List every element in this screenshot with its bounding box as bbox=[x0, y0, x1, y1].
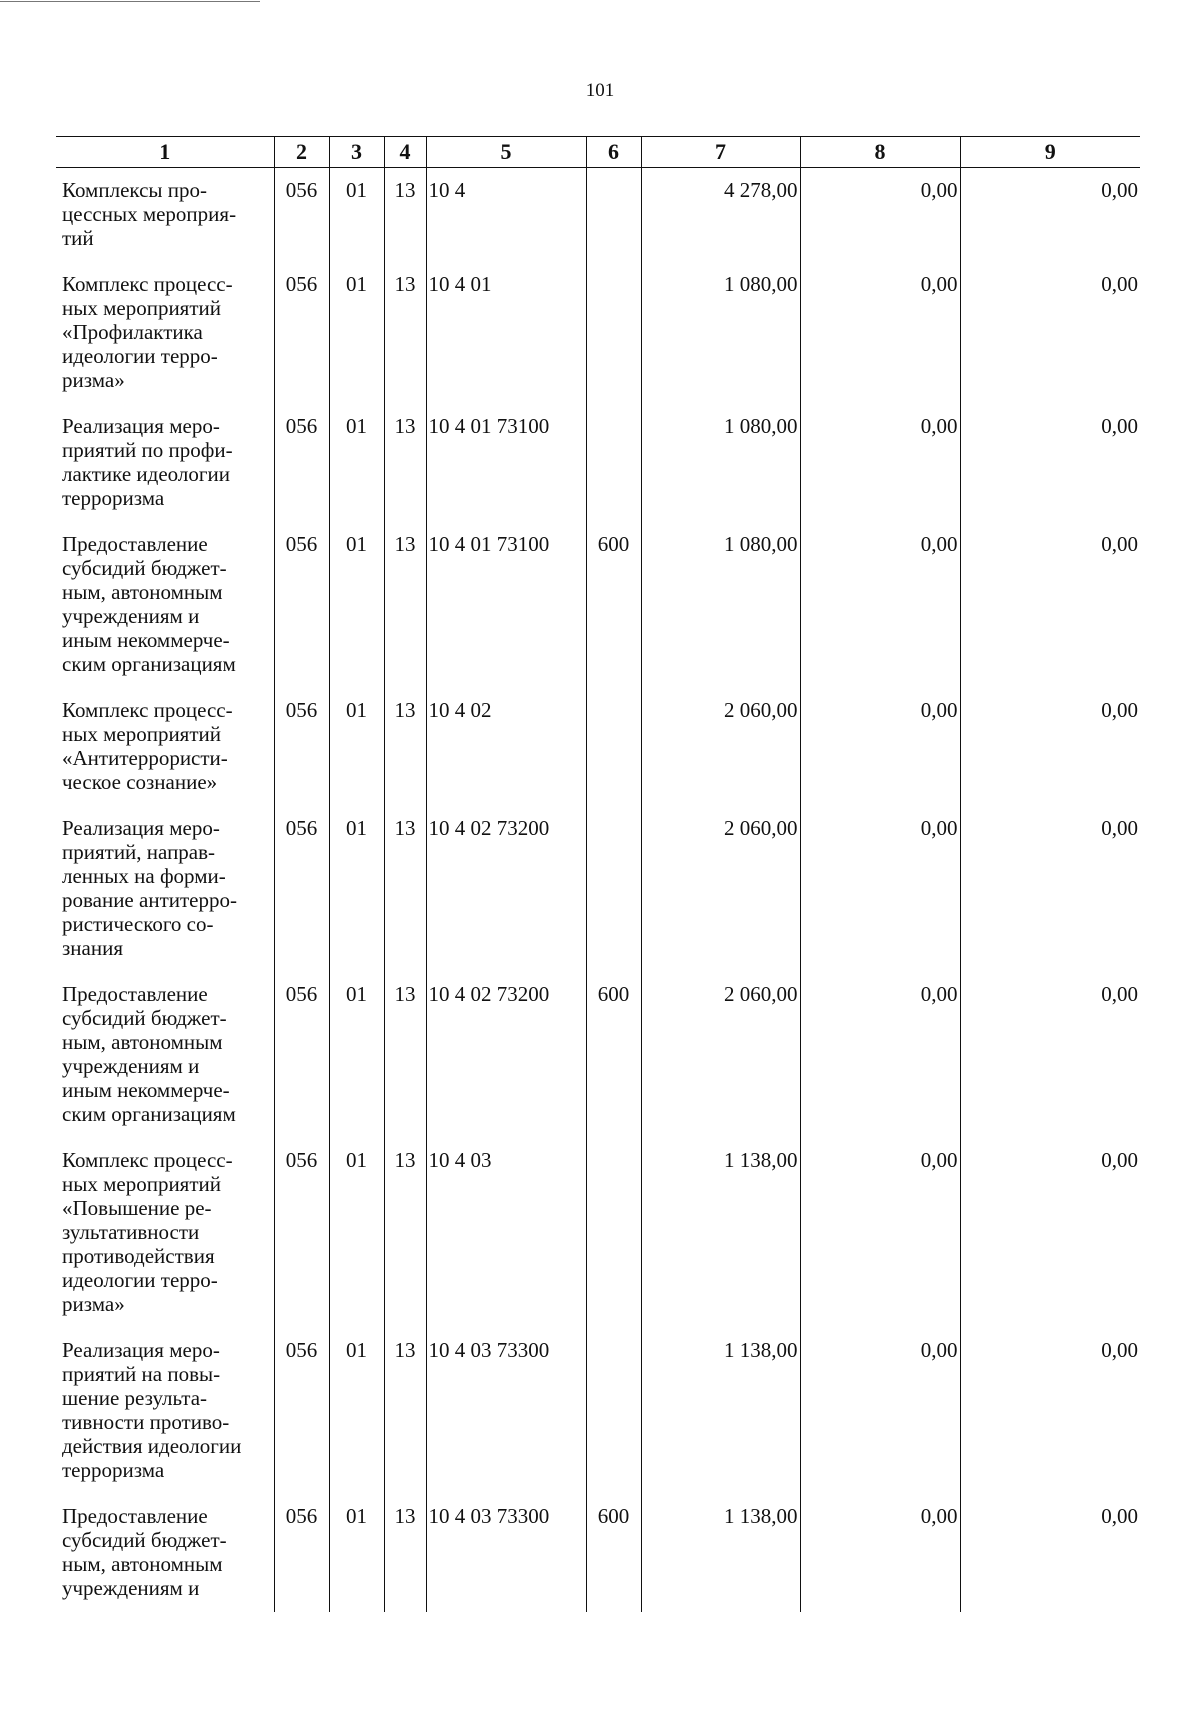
row-name-line: «Антитеррористи- bbox=[62, 746, 228, 770]
table-header-row bbox=[56, 137, 1140, 168]
row-name-line: терроризма bbox=[62, 1458, 165, 1482]
subsection-code-cell: 13 bbox=[384, 262, 426, 404]
grbs-code-cell: 056 bbox=[274, 168, 329, 263]
row-name-line: Комплекс процесс- bbox=[62, 1148, 233, 1172]
amount-cell: 0,00 bbox=[800, 262, 960, 404]
row-name-line: «Профилактика bbox=[62, 320, 203, 344]
amount-cell: 0,00 bbox=[800, 1494, 960, 1612]
row-name-line: учреждениям и bbox=[62, 1054, 200, 1078]
table-row bbox=[56, 972, 1140, 1138]
table-row bbox=[56, 1328, 1140, 1494]
table-row bbox=[56, 1494, 1140, 1612]
amount-cell: 0,00 bbox=[800, 522, 960, 688]
table-row bbox=[56, 688, 1140, 806]
grbs-code-cell: 056 bbox=[274, 1494, 329, 1612]
table-row bbox=[56, 262, 1140, 404]
subsection-code-cell: 13 bbox=[384, 1494, 426, 1612]
section-code-cell: 01 bbox=[329, 404, 384, 522]
grbs-code-cell: 056 bbox=[274, 972, 329, 1138]
row-name-line: ским организациям bbox=[62, 652, 236, 676]
target-article-cell: 10 4 03 73300 bbox=[426, 1494, 586, 1612]
row-name-line: знания bbox=[62, 936, 123, 960]
row-name-line: приятий на повы- bbox=[62, 1362, 221, 1386]
row-name-cell bbox=[56, 1138, 274, 1328]
amount-cell: 0,00 bbox=[800, 1138, 960, 1328]
row-name-line: лактике идеологии bbox=[62, 462, 230, 486]
expense-type-cell bbox=[586, 1328, 641, 1494]
row-name-cell bbox=[56, 404, 274, 522]
target-article-cell: 10 4 02 73200 bbox=[426, 806, 586, 972]
row-name-line: ризма» bbox=[62, 1292, 125, 1316]
row-name-line: Комплексы про- bbox=[62, 178, 207, 202]
column-header: 3 bbox=[329, 137, 384, 168]
row-name-line: Комплекс процесс- bbox=[62, 272, 233, 296]
row-name-cell bbox=[56, 168, 274, 263]
row-name-cell bbox=[56, 688, 274, 806]
amount-cell: 0,00 bbox=[960, 1138, 1140, 1328]
row-name-line: ным, автономным bbox=[62, 1552, 223, 1576]
row-name-line: ных мероприятий bbox=[62, 1172, 221, 1196]
row-name-cell bbox=[56, 972, 274, 1138]
target-article-cell: 10 4 bbox=[426, 168, 586, 263]
target-article-cell: 10 4 01 73100 bbox=[426, 522, 586, 688]
target-article-cell: 10 4 01 73100 bbox=[426, 404, 586, 522]
target-article-cell: 10 4 03 bbox=[426, 1138, 586, 1328]
subsection-code-cell: 13 bbox=[384, 404, 426, 522]
row-name-line: ским организациям bbox=[62, 1102, 236, 1126]
row-name-line: ным, автономным bbox=[62, 1030, 223, 1054]
amount-cell: 2 060,00 bbox=[641, 806, 800, 972]
amount-cell: 1 080,00 bbox=[641, 262, 800, 404]
subsection-code-cell: 13 bbox=[384, 522, 426, 688]
row-name-line: учреждениям и bbox=[62, 604, 200, 628]
row-name-line: Предоставление bbox=[62, 1504, 208, 1528]
section-code-cell: 01 bbox=[329, 1494, 384, 1612]
section-code-cell: 01 bbox=[329, 522, 384, 688]
row-name-line: рование антитерро- bbox=[62, 888, 237, 912]
grbs-code-cell: 056 bbox=[274, 688, 329, 806]
row-name-line: зультативности bbox=[62, 1220, 200, 1244]
row-name-line: субсидий бюджет- bbox=[62, 1528, 227, 1552]
section-code-cell: 01 bbox=[329, 972, 384, 1138]
table-row bbox=[56, 404, 1140, 522]
row-name-line: ристического со- bbox=[62, 912, 214, 936]
amount-cell: 0,00 bbox=[800, 972, 960, 1138]
row-name-line: действия идеологии bbox=[62, 1434, 242, 1458]
amount-cell: 0,00 bbox=[960, 1328, 1140, 1494]
target-article-cell: 10 4 02 73200 bbox=[426, 972, 586, 1138]
row-name-line: Предоставление bbox=[62, 532, 208, 556]
table-body bbox=[56, 168, 1140, 1613]
column-header: 9 bbox=[960, 137, 1140, 168]
amount-cell: 1 080,00 bbox=[641, 522, 800, 688]
expense-type-cell bbox=[586, 1138, 641, 1328]
row-name-line: субсидий бюджет- bbox=[62, 1006, 227, 1030]
grbs-code-cell: 056 bbox=[274, 522, 329, 688]
grbs-code-cell: 056 bbox=[274, 1138, 329, 1328]
row-name-line: учреждениям и bbox=[62, 1576, 200, 1600]
row-name-line: Реализация меро- bbox=[62, 816, 220, 840]
row-name-line: шение результа- bbox=[62, 1386, 208, 1410]
section-code-cell: 01 bbox=[329, 168, 384, 263]
row-name-cell bbox=[56, 1328, 274, 1494]
subsection-code-cell: 13 bbox=[384, 972, 426, 1138]
row-name-line: Предоставление bbox=[62, 982, 208, 1006]
table-row bbox=[56, 168, 1140, 263]
row-name-line: ных мероприятий bbox=[62, 296, 221, 320]
column-header: 2 bbox=[274, 137, 329, 168]
target-article-cell: 10 4 01 bbox=[426, 262, 586, 404]
subsection-code-cell: 13 bbox=[384, 168, 426, 263]
row-name-line: ным, автономным bbox=[62, 580, 223, 604]
row-name-line: терроризма bbox=[62, 486, 165, 510]
table-row bbox=[56, 806, 1140, 972]
row-name-line: ленных на форми- bbox=[62, 864, 226, 888]
row-name-line: иным некоммерче- bbox=[62, 1078, 230, 1102]
amount-cell: 4 278,00 bbox=[641, 168, 800, 263]
expense-type-cell: 600 bbox=[586, 972, 641, 1138]
section-code-cell: 01 bbox=[329, 806, 384, 972]
row-name-cell bbox=[56, 522, 274, 688]
expense-type-cell bbox=[586, 404, 641, 522]
page-number: 101 bbox=[585, 80, 615, 101]
amount-cell: 0,00 bbox=[800, 806, 960, 972]
row-name-line: приятий по профи- bbox=[62, 438, 233, 462]
amount-cell: 0,00 bbox=[800, 688, 960, 806]
grbs-code-cell: 056 bbox=[274, 404, 329, 522]
amount-cell: 0,00 bbox=[960, 688, 1140, 806]
grbs-code-cell: 056 bbox=[274, 262, 329, 404]
column-header: 4 bbox=[384, 137, 426, 168]
amount-cell: 0,00 bbox=[960, 972, 1140, 1138]
grbs-code-cell: 056 bbox=[274, 806, 329, 972]
grbs-code-cell: 056 bbox=[274, 1328, 329, 1494]
row-name-cell bbox=[56, 262, 274, 404]
table-row bbox=[56, 1138, 1140, 1328]
section-code-cell: 01 bbox=[329, 262, 384, 404]
section-code-cell: 01 bbox=[329, 1328, 384, 1494]
section-code-cell: 01 bbox=[329, 688, 384, 806]
row-name-line: «Повышение ре- bbox=[62, 1196, 212, 1220]
expense-type-cell bbox=[586, 688, 641, 806]
row-name-line: тий bbox=[62, 226, 94, 250]
column-header: 6 bbox=[586, 137, 641, 168]
amount-cell: 2 060,00 bbox=[641, 688, 800, 806]
subsection-code-cell: 13 bbox=[384, 1138, 426, 1328]
amount-cell: 1 138,00 bbox=[641, 1494, 800, 1612]
row-name-line: Реализация меро- bbox=[62, 1338, 220, 1362]
top-rule bbox=[0, 1, 260, 2]
row-name-cell bbox=[56, 806, 274, 972]
column-header: 1 bbox=[56, 137, 274, 168]
expense-type-cell: 600 bbox=[586, 1494, 641, 1612]
amount-cell: 0,00 bbox=[960, 404, 1140, 522]
row-name-line: ческое сознание» bbox=[62, 770, 218, 794]
target-article-cell: 10 4 03 73300 bbox=[426, 1328, 586, 1494]
row-name-line: Реализация меро- bbox=[62, 414, 220, 438]
amount-cell: 2 060,00 bbox=[641, 972, 800, 1138]
subsection-code-cell: 13 bbox=[384, 1328, 426, 1494]
amount-cell: 0,00 bbox=[800, 168, 960, 263]
subsection-code-cell: 13 bbox=[384, 688, 426, 806]
row-name-line: тивности противо- bbox=[62, 1410, 230, 1434]
amount-cell: 0,00 bbox=[960, 522, 1140, 688]
row-name-line: противодействия bbox=[62, 1244, 215, 1268]
column-header: 5 bbox=[426, 137, 586, 168]
row-name-line: Комплекс процесс- bbox=[62, 698, 233, 722]
row-name-line: иным некоммерче- bbox=[62, 628, 230, 652]
row-name-cell bbox=[56, 1494, 274, 1612]
row-name-line: идеологии терро- bbox=[62, 344, 218, 368]
expense-type-cell: 600 bbox=[586, 522, 641, 688]
row-name-line: ных мероприятий bbox=[62, 722, 221, 746]
row-name-line: идеологии терро- bbox=[62, 1268, 218, 1292]
amount-cell: 0,00 bbox=[960, 1494, 1140, 1612]
amount-cell: 0,00 bbox=[800, 1328, 960, 1494]
table-row bbox=[56, 522, 1140, 688]
amount-cell: 0,00 bbox=[960, 168, 1140, 263]
column-header: 7 bbox=[641, 137, 800, 168]
expense-type-cell bbox=[586, 262, 641, 404]
subsection-code-cell: 13 bbox=[384, 806, 426, 972]
expense-type-cell bbox=[586, 806, 641, 972]
row-name-line: цессных мероприя- bbox=[62, 202, 237, 226]
amount-cell: 1 080,00 bbox=[641, 404, 800, 522]
amount-cell: 1 138,00 bbox=[641, 1328, 800, 1494]
amount-cell: 0,00 bbox=[800, 404, 960, 522]
amount-cell: 0,00 bbox=[960, 806, 1140, 972]
row-name-line: ризма» bbox=[62, 368, 125, 392]
target-article-cell: 10 4 02 bbox=[426, 688, 586, 806]
expense-type-cell bbox=[586, 168, 641, 263]
amount-cell: 1 138,00 bbox=[641, 1138, 800, 1328]
section-code-cell: 01 bbox=[329, 1138, 384, 1328]
column-header: 8 bbox=[800, 137, 960, 168]
amount-cell: 0,00 bbox=[960, 262, 1140, 404]
row-name-line: приятий, направ- bbox=[62, 840, 216, 864]
budget-table bbox=[56, 136, 1140, 1612]
row-name-line: субсидий бюджет- bbox=[62, 556, 227, 580]
